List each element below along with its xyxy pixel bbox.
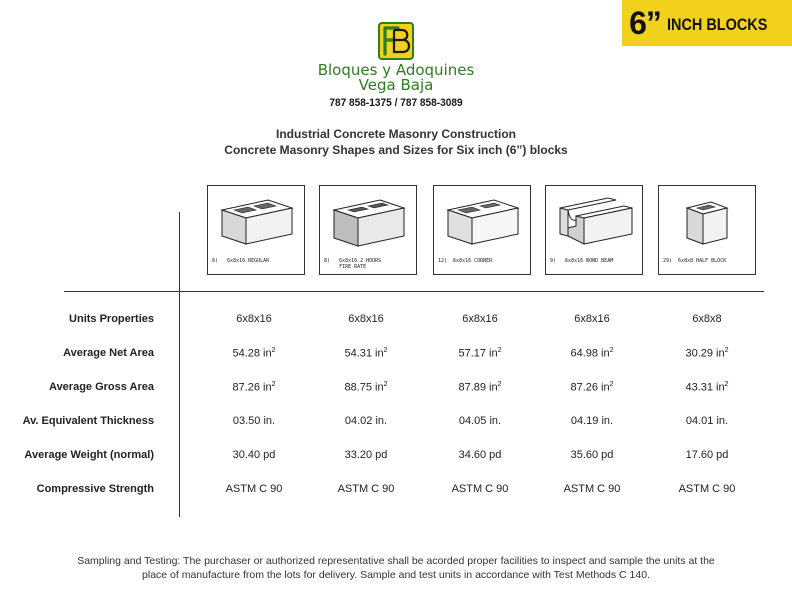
table-cell: 87.26 $in^2$: [570, 381, 614, 394]
row-label-equivalent-thickness: Av. Equivalent Thickness: [22, 415, 154, 427]
block-card-bond-beam: [545, 185, 643, 275]
footer-line-1: Sampling and Testing: The purchaser or authorized representative shall be acorded proper facilities to inspect and sample the units at the: [77, 555, 715, 567]
fire-rate-block-icon: [320, 186, 416, 256]
company-name: Bloques y Adoquines: [317, 61, 475, 79]
block-card-half-block: [658, 185, 756, 275]
corner-block-icon: [434, 186, 530, 256]
table-cell: 6x8x8: [692, 313, 722, 325]
row-label-average-weight: Average Weight (normal): [24, 449, 154, 461]
block-card-corner: [433, 185, 531, 275]
table-vertical-rule: [179, 212, 180, 517]
table-cell: 34.60 pd: [458, 449, 502, 461]
table-cell: 03.50 in.: [232, 415, 276, 427]
table-cell: 04.02 in.: [344, 415, 388, 427]
block-card-regular: [207, 185, 305, 275]
fb-monogram-logo: [378, 22, 414, 60]
table-cell: 54.28 $in^2$: [232, 347, 276, 360]
table-cell: 33.20 pd: [344, 449, 388, 461]
row-label-compressive-strength: Compressive Strength: [36, 483, 154, 495]
table-cell: 17.60 pd: [685, 449, 729, 461]
block-caption: 9) 6x8x16 BOND BEAM: [550, 258, 614, 264]
table-cell: ASTM C 90: [563, 483, 621, 495]
table-cell: 88.75 $in^2$: [344, 381, 388, 394]
table-cell: 35.60 pd: [570, 449, 614, 461]
table-cell: 43.31 $in^2$: [685, 381, 729, 394]
table-cell: 57.17 $in^2$: [458, 347, 502, 360]
table-cell: 54.31 $in^2$: [344, 347, 388, 360]
table-cell: 6x8x16: [348, 313, 384, 325]
badge-label: INCH BLOCKS: [666, 15, 768, 34]
row-label-average-gross-area: Average Gross Area: [49, 381, 154, 393]
half-block-icon: [659, 186, 755, 256]
company-phone: 787 858-1375 / 787 858-3089: [329, 97, 463, 109]
company-location: Vega Baja: [358, 76, 434, 94]
table-cell: 04.01 in.: [685, 415, 729, 427]
row-label-average-net-area: Average Net Area: [63, 347, 154, 359]
block-card-fire-rate: [319, 185, 417, 275]
block-caption: 12) 6x8x16 CORNER: [438, 258, 493, 264]
footer-line-2: place of manufacture from the lots for delivery. Sample and test units in accordance with Test Methods C 140.: [142, 569, 650, 581]
table-cell: ASTM C 90: [678, 483, 736, 495]
document-title: Industrial Concrete Masonry Construction: [275, 127, 517, 141]
table-cell: ASTM C 90: [225, 483, 283, 495]
block-caption: 29) 6x8x8 HALF BLOCK: [663, 258, 727, 264]
block-caption: 6) 6x8x16 REGULAR: [212, 258, 270, 264]
table-cell: 04.05 in.: [458, 415, 502, 427]
badge-size: 6”: [629, 4, 661, 41]
document-subtitle: Concrete Masonry Shapes and Sizes for Six inch (6”) blocks: [224, 143, 568, 157]
table-cell: ASTM C 90: [451, 483, 509, 495]
table-cell: 30.29 $in^2$: [685, 347, 729, 360]
block-caption: 8) 6x8x16 2 HOURS FIRE RATE: [324, 258, 382, 270]
table-cell: ASTM C 90: [337, 483, 395, 495]
sampling-testing-note: [40, 554, 752, 582]
table-cell: 04.19 in.: [570, 415, 614, 427]
regular-block-icon: [208, 186, 304, 256]
table-cell: 6x8x16: [574, 313, 610, 325]
row-label-units-properties: Units Properties: [69, 313, 154, 325]
table-cell: 6x8x16: [236, 313, 272, 325]
table-cell: 64.98 $in^2$: [570, 347, 614, 360]
table-cell: 87.26 $in^2$: [232, 381, 276, 394]
bond-beam-block-icon: [546, 186, 642, 256]
table-cell: 87.89 $in^2$: [458, 381, 502, 394]
table-cell: 30.40 pd: [232, 449, 276, 461]
table-horizontal-rule: [64, 291, 764, 292]
inch-blocks-badge: [622, 0, 792, 46]
table-cell: 6x8x16: [462, 313, 498, 325]
